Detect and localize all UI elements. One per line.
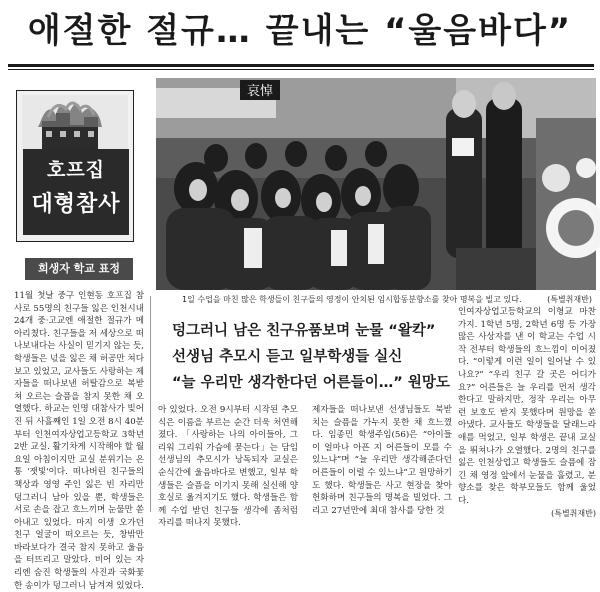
article-column-1 bbox=[14, 290, 144, 591]
article-column-3 bbox=[312, 404, 452, 517]
logo-line-1: 호프집 bbox=[46, 159, 106, 181]
article-column-4 bbox=[458, 306, 596, 518]
photo-caption: 1일 수업을 마친 많은 학생들이 친구들의 영정이 안치된 임시합동분향소를 찾아 명복을 빌고 있다. bbox=[182, 295, 522, 304]
fire-building-icon bbox=[22, 95, 128, 153]
article-text: 아 있었다. 오전 9시부터 시작된 추모식은 이름을 부르는 순간 더욱 처연해졌다. 「사랑하는 나의 아이들아, 그리워 그리워 가슴에 묻는다」는 담임선생님의 추모시가 낭독되자 교실은 순식간에 울음바다로 변했고, 일부 학생들은 슬픔을 이기지 못해 실신해 양호실로 옮겨지기도 했다. 학생들은 함께 수업 받던 친구들 생각에 좀처럼 자리를 떠나지 못했다. bbox=[158, 405, 298, 529]
logo-line-2: 대형참사 bbox=[31, 192, 121, 217]
photo-banner: 哀悼 bbox=[246, 84, 274, 99]
headline-rule-thin bbox=[8, 69, 594, 70]
headline-rule bbox=[8, 64, 594, 67]
section-tag: 희생자 학교 표정 bbox=[25, 258, 133, 280]
series-logo bbox=[16, 90, 134, 242]
subhead-1: 덩그러니 남은 친구유품보며 눈물 “왈칵” bbox=[172, 323, 436, 339]
news-photo bbox=[156, 78, 596, 290]
photo-credit: (특별취재반) bbox=[547, 295, 592, 304]
column-divider bbox=[150, 296, 151, 512]
subhead-3: “늘 우리만 생각한다던 어른들이…” 원망도 bbox=[172, 375, 450, 391]
article-text: 제자들을 떠나보낸 선생님들도 북받치는 슬픔을 가누지 못한 채 흐느꼈다. 임종민 학생주임(56)은 “아이들이 얼마나 아픈 지 어른들이 모를 수 있느냐”며 “늘 우리만 생각해준다던 어른들이 이럴 수 있느냐”고 원망하기도 했다. 학생들은 사고 현장을 찾아 헌화하며 친구들의 명복을 빌었다. 그리고 27년만에 최대 참사를 당한 것 bbox=[312, 405, 452, 516]
article-credit: (특별취재반) bbox=[551, 508, 596, 518]
headline: 애절한 절규… 끝내는 “울음바다” bbox=[27, 11, 573, 51]
article-text: 11월 첫날 중구 인현동 호프집 참사로 55명의 친구들 잃은 인천시내 24개 중·고교엔 애절한 절규가 메아리쳤다. 친구들을 저 세상으로 떠나보내다는 사실이 믿기지 않는 듯, 학생들은 넋을 잃은 채 허공만 쳐다보고 있었고, 교사들도 사랑하는 제자들을 떠나보낸 허탈감으로 복받쳐 오르는 슬픔을 참지 못한 채 오열했다. 하교는 인명 대참사가 빚어진 뒤 사흘째인 1일 오전 8시 40분부터 인천여자상업고등학교 3학년 2반 교실. 활기차게 시작해야 할 월요일 아침이지만 교실 분위기는 온통 '잿빛'이다. 떠나버린 친구들의 책상과 영영 주인 잃은 빈 자리만 덩그러니 남아 있을 뿐, 학생들은 서로 손을 잡고 흐느끼며 눈물만 쏟아내고 있었다. 마지 이생 오가던 친구 얼굴이 떠오르는 듯, 창밖만 바라보다가 결국 참지 못하고 울음을 터뜨리고 말았다. 비어 있는 자리엔 숨진 학생들의 사진과 국화꽃 한 송이가 덩그러니 남겨져 있었다. bbox=[14, 291, 144, 591]
mourning-students-photo bbox=[156, 78, 596, 290]
article-text: 인여자상업고등학교의 이형교 마찬가지. 1학년 5명, 2학년 6명 등 가장 많은 사상자를 낸 이 학교는 수업 시작 전부터 학생들의 흐느낌이 이어졌다. “이렇게 이런 일이 일어날 수 있나요?” “우리 친구 갈 곳은 어디가요?” 어른들은 늘 우리를 먼저 생각한다고 말하지만, 정작 우리는 아무런 보호도 받지 못했다며 원망을 쏟아냈다. 교사들도 학생들을 달래느라 애를 먹었고, 일부 학생은 끝내 교실을 뛰쳐나가 오열했다. 2명의 친구를 잃은 인천상업고 학생들도 슬픔에 잠긴 채 영정 앞에서 눈물을 흘렸고, 분향소를 찾은 학부모들도 함께 울었다. bbox=[458, 307, 596, 506]
logo-badge bbox=[23, 149, 129, 235]
subhead-2: 선생님 추모시 듣고 일부학생들 실신 bbox=[172, 349, 403, 365]
article-column-2 bbox=[158, 404, 298, 529]
